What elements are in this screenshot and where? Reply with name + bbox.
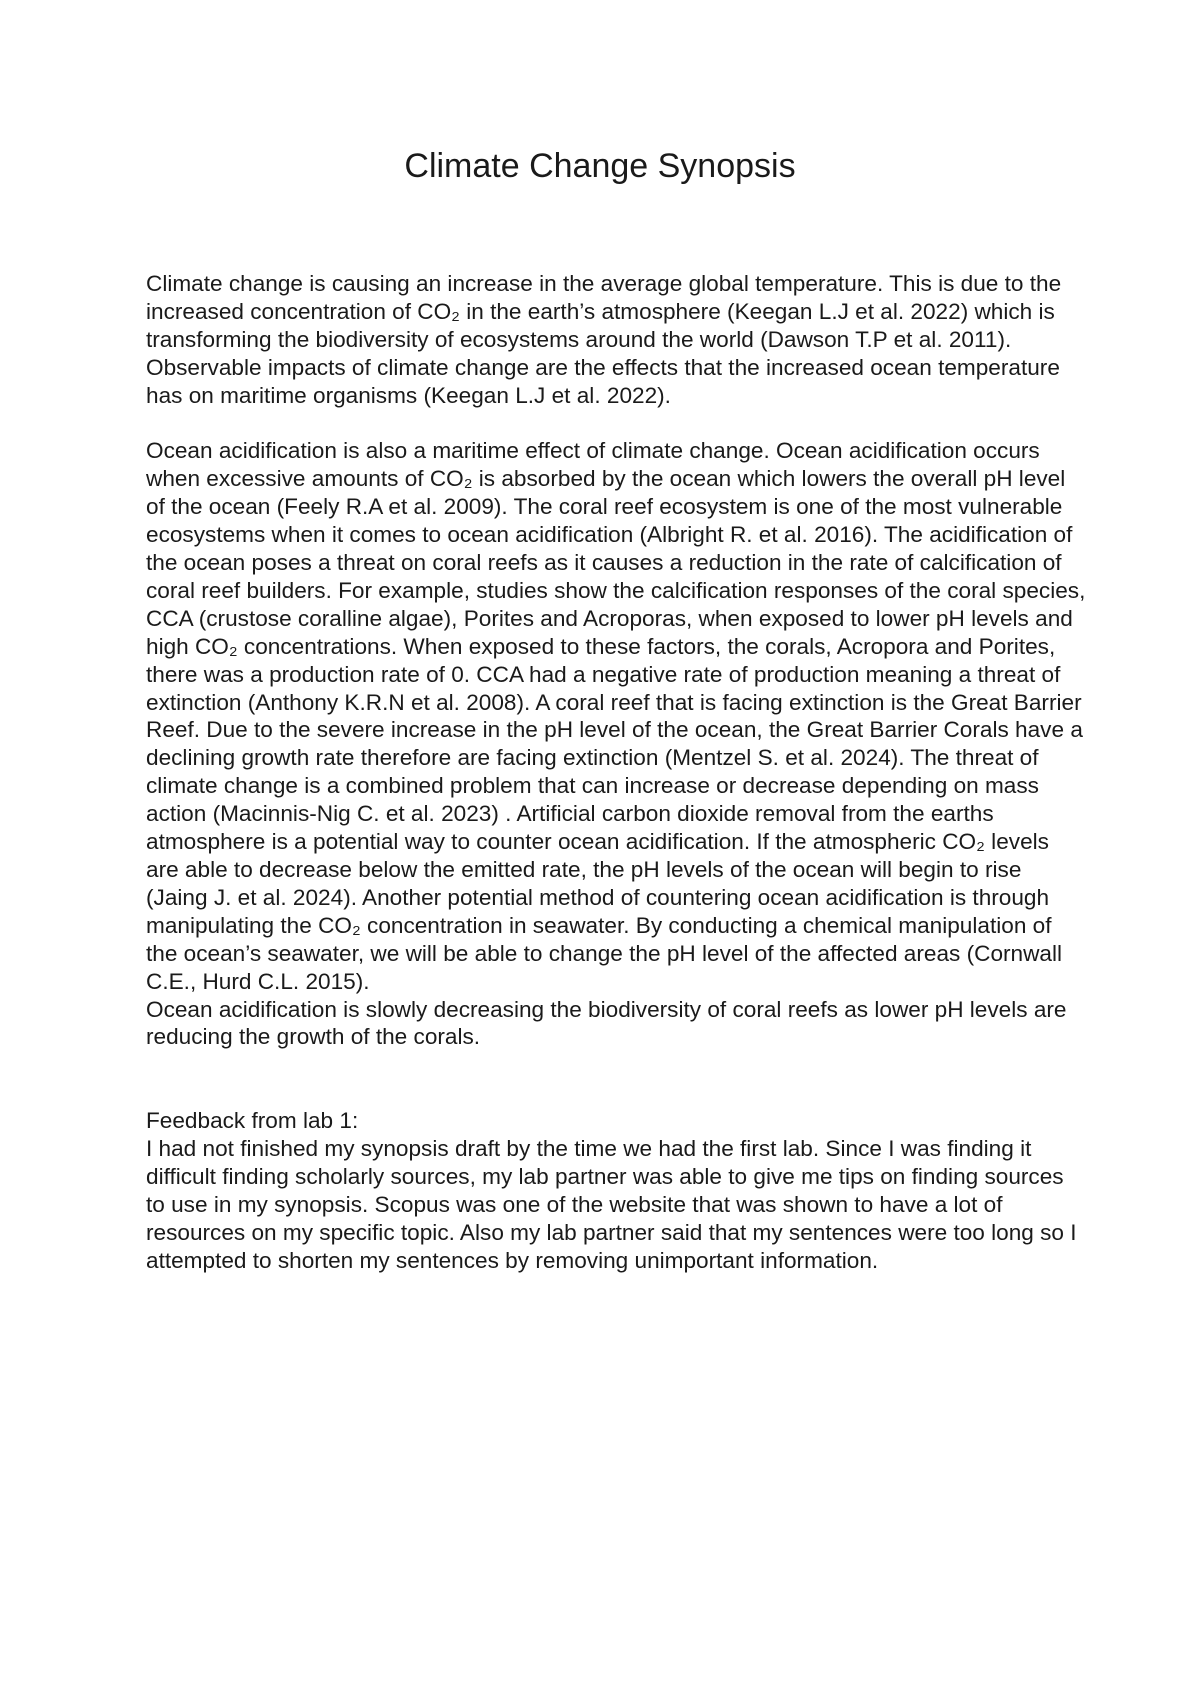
paragraph-ocean-acidification: Ocean acidification is also a maritime effect of climate change. Ocean acidification occurs when excessive amounts of CO₂ is absorbed by the ocean which lowers the overall pH level of the ocean (Feely R.A et al. 2009). The coral reef ecosystem is one of the most vulnerable ecosystems when it comes to ocean acidification (Albright R. et al. 2016). The acidification of the ocean poses a threat on coral reefs as it causes a reduction in the rate of calcification of coral reef builders. For example, studies show the calcification responses of the coral species, CCA (crustose coralline algae), Porites and Acroporas, when exposed to lower pH levels and high CO₂ concentrations. When exposed to these factors, the corals, Acropora and Porites, there was a production rate of 0. CCA had a negative rate of production meaning a threat of extinction (Anthony K.R.N et al. 2008). A coral reef that is facing extinction is the Great Barrier Reef. Due to the severe increase in the pH level of the ocean, the Great Barrier Corals have a declining growth rate therefore are facing extinction (Mentzel S. et al. 2024). The threat of climate change is a combined problem that can increase or decrease depending on mass action (Macinnis-Nig C. et al. 2023) . Artificial carbon dioxide removal from the earths atmosphere is a potential way to counter ocean acidification. If the atmospheric CO₂ levels are able to decrease below the emitted rate, the pH levels of the ocean will begin to rise (Jaing J. et al. 2024). Another potential method of countering ocean acidification is through manipulating the CO₂ concentration in seawater. By conducting a chemical manipulation of the ocean’s seawater, we will be able to change the pH level of the affected areas (Cornwall C.E., Hurd C.L. 2015). xyxy=(146,438,1086,994)
feedback-text: I had not finished my synopsis draft by the time we had the first lab. Since I was finding it difficult finding scholarly sources, my lab partner was able to give me tips on finding sources to use in my synopsis. Scopus was one of the website that was shown to have a lot of resources on my specific topic. Also my lab partner said that my sentences were too long so I attempted to shorten my sentences by removing unimportant information. xyxy=(146,1136,1077,1273)
page-title: Climate Change Synopsis xyxy=(404,147,796,185)
feedback-heading: Feedback from lab 1: xyxy=(146,1108,359,1134)
document-body xyxy=(146,270,1086,1275)
paragraph-intro: Climate change is causing an increase in the average global temperature. This is due to the increased concentration of CO₂ in the earth’s atmosphere (Keegan L.J et al. 2022) which is transforming the biodiversity of ecosystems around the world (Dawson T.P et al. 2011). Observable impacts of climate change are the effects that the increased ocean temperature has on maritime organisms (Keegan L.J et al. 2022). xyxy=(146,271,1062,408)
paragraph-conclusion: Ocean acidification is slowly decreasing the biodiversity of coral reefs as lower pH levels are reducing the growth of the corals. xyxy=(146,996,1067,1050)
section-spacer xyxy=(146,1051,1086,1107)
paragraph-spacer xyxy=(146,410,1086,438)
